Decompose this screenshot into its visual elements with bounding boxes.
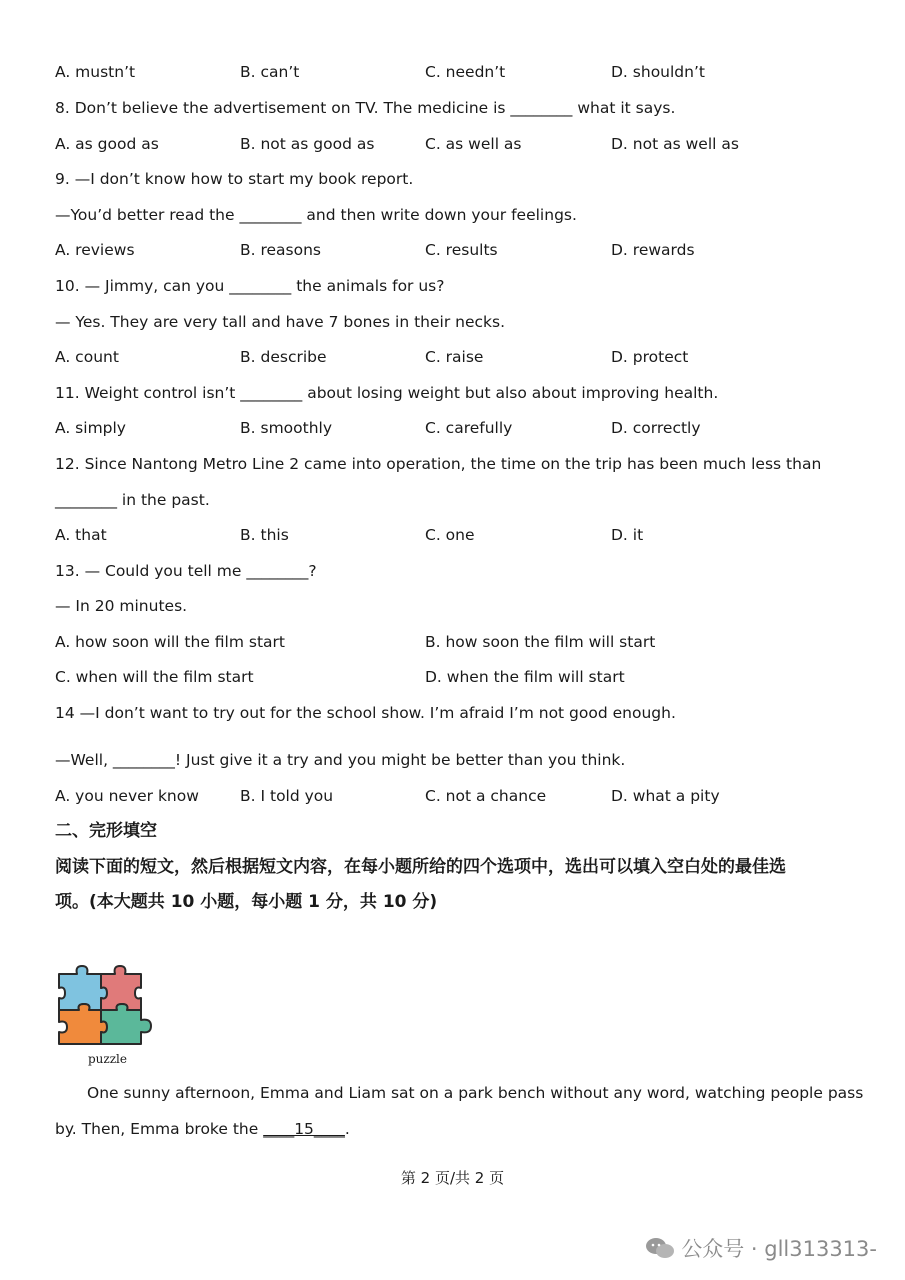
- q9-option-d: D. rewards: [611, 241, 695, 259]
- q11-option-d: D. correctly: [611, 419, 701, 437]
- q10-option-b: B. describe: [240, 348, 327, 366]
- q14-option-c: C. not a chance: [425, 787, 547, 805]
- blank-15: ____15____: [263, 1120, 345, 1138]
- passage-line1: One sunny afternoon, Emma and Liam sat on a park bench without any word, watching people pass: [87, 1084, 864, 1102]
- q12-option-b: B. this: [240, 526, 289, 544]
- q12-stem: 12. Since Nantong Metro Line 2 came into operation, the time on the trip has been much less than: [55, 455, 822, 473]
- q9-stem: 9. —I don’t know how to start my book report.: [55, 170, 414, 188]
- section-instructions-line1: 阅读下面的短文，然后根据短文内容，在每小题所给的四个选项中，选出可以填入空白处的最佳选: [55, 857, 786, 877]
- passage-line2-text: by. Then, Emma broke the: [55, 1120, 264, 1138]
- q12-option-a: A. that: [55, 526, 107, 544]
- q12-line2: ________ in the past.: [55, 491, 210, 509]
- q11-option-a: A. simply: [55, 419, 126, 437]
- passage-line2: [55, 1119, 350, 1139]
- q13-option-b: B. how soon the film will start: [425, 633, 656, 651]
- q14-line2: —Well, ________! Just give it a try and you might be better than you think.: [55, 751, 626, 769]
- q10-line2: — Yes. They are very tall and have 7 bones in their necks.: [55, 313, 505, 331]
- q14-option-a: A. you never know: [55, 787, 199, 805]
- q11-option-b: B. smoothly: [240, 419, 333, 437]
- q8-option-b: B. not as good as: [240, 135, 375, 153]
- q8-option-a: A. as good as: [55, 135, 159, 153]
- q14-option-d: D. what a pity: [611, 787, 720, 805]
- q11-stem: 11. Weight control isn’t ________ about losing weight but also about improving health.: [55, 384, 719, 402]
- q12-option-d: D. it: [611, 526, 644, 544]
- q10-option-a: A. count: [55, 348, 119, 366]
- section-title: 二、完形填空: [55, 821, 157, 841]
- q13-stem: 13. — Could you tell me ________?: [55, 562, 317, 580]
- q14-stem: 14 —I don’t want to try out for the school show. I’m afraid I’m not good enough.: [55, 704, 676, 722]
- q9-option-c: C. results: [425, 241, 498, 259]
- puzzle-image: [55, 962, 155, 1047]
- q9-option-a: A. reviews: [55, 241, 135, 259]
- section-instructions-line2: 项。(本大题共 10 小题，每小题 1 分，共 10 分): [55, 892, 438, 912]
- q8-stem: 8. Don’t believe the advertisement on TV. The medicine is ________ what it says.: [55, 99, 676, 117]
- puzzle-caption: puzzle: [88, 1052, 127, 1066]
- q8-option-c: C. as well as: [425, 135, 522, 153]
- q13-line2: — In 20 minutes.: [55, 597, 188, 615]
- q7-option-c: C. needn’t: [425, 63, 506, 81]
- q10-option-d: D. protect: [611, 348, 689, 366]
- q10-option-c: C. raise: [425, 348, 484, 366]
- q7-option-a: A. mustn’t: [55, 63, 136, 81]
- q12-option-c: C. one: [425, 526, 475, 544]
- q13-option-d: D. when the film will start: [425, 668, 625, 686]
- q14-option-b: B. I told you: [240, 787, 334, 805]
- watermark-text: 公众号 · gll313313-: [681, 1237, 877, 1261]
- q13-option-c: C. when will the film start: [55, 668, 254, 686]
- q10-stem: 10. — Jimmy, can you ________ the animals for us?: [55, 277, 445, 295]
- passage-line2-end: .: [344, 1120, 350, 1138]
- q13-option-a: A. how soon will the film start: [55, 633, 285, 651]
- page-footer: 第 2 页/共 2 页: [400, 1169, 505, 1187]
- q11-option-c: C. carefully: [425, 419, 513, 437]
- q7-option-b: B. can’t: [240, 63, 300, 81]
- q9-line2: —You’d better read the ________ and then write down your feelings.: [55, 206, 577, 224]
- watermark: [645, 1233, 877, 1263]
- wechat-icon: [645, 1236, 675, 1260]
- q9-option-b: B. reasons: [240, 241, 322, 259]
- q8-option-d: D. not as well as: [611, 135, 739, 153]
- q7-option-d: D. shouldn’t: [611, 63, 705, 81]
